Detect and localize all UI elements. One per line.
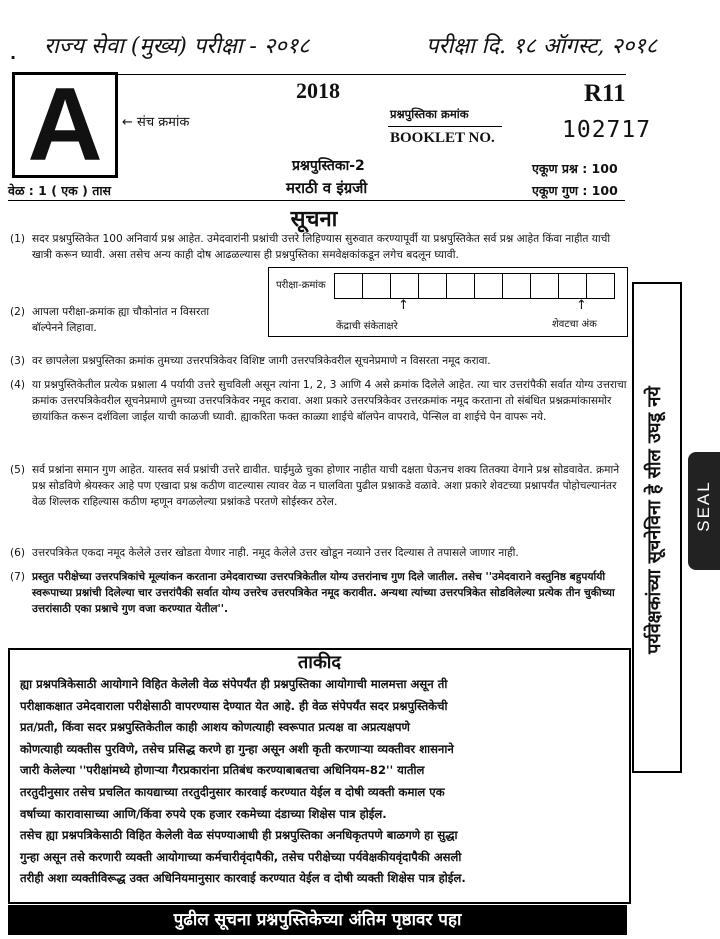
booklet-label-en: BOOKLET NO. (390, 130, 495, 146)
warning-line: प्रत/प्रती, किंवा सदर प्रश्नपुस्तिकेतील काही आशय कोणत्याही स्वरूपात प्रत्यक्ष वा अप्रत्यक्षपणे (20, 720, 410, 735)
footer-banner: पुढील सूचना प्रश्नपुस्तिकेच्या अंतिम पृष्ठावर पहा (8, 905, 627, 935)
instruction-number: (3) (10, 355, 26, 367)
warning-line: ह्या प्रश्नपत्रिकेसाठी आयोगाने विहित केलेली वेळ संपेपर्यंत ही प्रश्नपुस्तिका आयोगाची मालमत्ता असून ती (20, 677, 448, 691)
header-top-rule (116, 74, 626, 75)
series-label: ← संच क्रमांक (122, 115, 190, 130)
warning-body (20, 674, 620, 890)
booklet-label-rule (388, 126, 502, 127)
up-arrow-icon: ↑ (576, 298, 587, 313)
code: R11 (584, 80, 626, 107)
exam-number-cell[interactable] (390, 273, 419, 299)
instruction-text: आपला परीक्षा-क्रमांक ह्या चौकोनांत न विसरता बॉल्पेनने लिहावा. (32, 306, 210, 334)
series-letter: A (27, 67, 103, 183)
header-bottom-rule (8, 200, 625, 201)
instruction-item (10, 545, 630, 561)
handwritten-exam-date: परीक्षा दि. १८ ऑगस्ट, २०१८ (426, 34, 658, 59)
booklet-number: 102717 (562, 117, 652, 143)
exam-number-cell[interactable] (558, 273, 587, 299)
instruction-item (10, 569, 630, 617)
duration: वेळ : 1 ( एक ) तास (8, 183, 112, 198)
instruction-number: (7) (10, 571, 26, 583)
instruction-number: (5) (10, 464, 26, 476)
instruction-number: (2) (10, 306, 26, 318)
exam-number-cell[interactable] (418, 273, 447, 299)
exam-number-cell[interactable] (502, 273, 531, 299)
year: 2018 (296, 78, 340, 103)
instruction-number: (6) (10, 547, 26, 559)
exam-number-label: परीक्षा-क्रमांक (276, 280, 326, 291)
booklet-title: प्रश्नपुस्तिका-2 (292, 158, 365, 174)
up-arrow-icon: ↑ (398, 298, 409, 313)
total-questions: एकूण प्रश्न : 100 (532, 161, 618, 176)
seal-label: SEAL (694, 480, 713, 532)
instruction-number: (1) (10, 233, 26, 245)
warning-box (8, 648, 631, 904)
instruction-item (10, 462, 630, 510)
instruction-item (10, 304, 260, 336)
instruction-text: या प्रश्नपुस्तिकेतील प्रत्येक प्रश्नाला 4 पर्यायी उत्तरे सुचविली असून त्यांना 1, 2, 3 आणि 4 असे क्रमांक दिलेले आहेत. त्या चार उत्तरांपैकी सर्वात योग्य उत्तराचा क्रमांक उत्तरपत्रिकेवरील सूचनेप्रमाणे तुमच्या उत्तरपत्रिकेवर नमूद करावा. अशा प्रकारे उत्तरपत्रिकेवर उत्तरक्रमांक नमूद करताना तो संबंधित प्रश्नक्रमांकासमोर छायांकित करून दर्शविला जाईल याची काळजी घ्यावी. ह्याकरिता फक्त काळ्या शाईचे बॉलपेन वापरावे, पेन्सिल वा शाईचे पेन वापरू नये. (32, 379, 627, 423)
seal-notice-text: पर्यवेक्षकांच्या सूचनेविना हे सील उघडू नये (644, 386, 665, 654)
subject: मराठी व इंग्रजी (286, 179, 368, 197)
handwritten-dot: . (10, 44, 17, 63)
total-marks: एकूण गुण : 100 (532, 183, 618, 198)
instruction-text: वर छापलेला प्रश्नपुस्तिका क्रमांक तुमच्या उत्तरपत्रिकेवर विशिष्ट जागी उत्तरपत्रिकेवरील सूचनेप्रमाणे न विसरता नमूद करावा. (32, 355, 491, 367)
series-letter-box (12, 67, 118, 183)
exam-number-cell[interactable] (474, 273, 503, 299)
center-code-label: केंद्राची संकेताक्षरे (336, 321, 398, 332)
instruction-number: (4) (10, 379, 26, 391)
warning-line: कोणत्याही व्यक्तीस पुरविणे, तसेच प्रसिद्ध करणे हा गुन्हा असून अशी कृती करणाऱ्या व्यक्तीवर शासनाने (20, 741, 454, 756)
warning-line: तरतुदीनुसार तसेच प्रचलित कायद्याच्या तरतुदीनुसार कारवाई करण्यात येईल व दोषी व्यक्ती कमाल एक (20, 784, 445, 799)
exam-number-cell[interactable] (530, 273, 559, 299)
warning-line: गुन्हा असून तसे करणारी व्यक्ती आयोगाच्या कर्मचारीवृंदापैकी, तसेच परीक्षेच्या पर्यवेक्षकीयवृंदापैकी असली (20, 849, 462, 864)
instruction-text: उत्तरपत्रिकेत एकदा नमूद केलेले उत्तर खोडता येणार नाही. नमूद केलेले उत्तर खोडून नव्याने उत्तर दिल्यास ते तपासले जाणार नाही. (32, 547, 519, 559)
warning-line: तसेच ह्या प्रश्नपत्रिकेसाठी विहित केलेली वेळ संपण्याआधी ही प्रश्नपुस्तिका अनधिकृतपणे बाळगणे हा सुद्धा (20, 828, 458, 843)
warning-line: जारी केलेल्या ''परीक्षांमध्ये होणाऱ्या गैरप्रकारांना प्रतिबंध करण्याबाबतचा अधिनियम-82'' यातील (20, 763, 425, 778)
instruction-text: सदर प्रश्नपुस्तिकेत 100 अनिवार्य प्रश्न आहेत. उमेदवारांनी प्रश्नांची उत्तरे लिहिण्यास सुरुवात करण्यापूर्वी या प्रश्नपुस्तिकेत सर्व प्रश्न आहेत किंवा नाहीत याची खात्री करून घ्यावी. असा तसेच अन्य काही दोष आढळल्यास ही प्रश्नपुस्तिका समवेक्षकांकडून लगेच बदलून घ्यावी. (32, 233, 611, 261)
exam-number-cell[interactable] (334, 273, 363, 299)
exam-number-cell[interactable] (586, 273, 615, 299)
instruction-text: सर्व प्रश्नांना समान गुण आहेत. यास्तव सर्व प्रश्नांची उत्तरे द्यावीत. घाईमुळे चुका होणार नाहीत याची दक्षता घेऊनच शक्य तितक्या वेगाने प्रश्न सोडवावेत. क्रमाने प्रश्न सोडविणे श्रेयस्कर आहे पण एखादा प्रश्न कठीण वाटल्यास त्यावर वेळ न घालविता पुढील प्रश्नाकडे वळावे. अशा प्रकारे शेवटच्या प्रश्नापर्यंत पोहोचल्यानंतर वेळ शिल्लक राहिल्यास कठीण म्हणून वगळलेल्या प्रश्नांकडे परतणे सोईस्कर ठरेल. (32, 464, 620, 508)
booklet-label-mr: प्रश्नपुस्तिका क्रमांक (390, 107, 469, 121)
warning-line: वर्षाच्या कारावासाच्या आणि/किंवा रुपये एक हजार रकमेच्या दंडाच्या शिक्षेस पात्र होईल. (20, 806, 387, 821)
instruction-item (10, 377, 630, 425)
warning-line: परीक्षाकक्षात उमेदवाराला परीक्षेसाठी वापरण्यास देण्यात येत आहे. ही वेळ संपेपर्यंत सदर प्रश्नपुस्तिकेची (20, 698, 448, 713)
exam-number-cell[interactable] (362, 273, 391, 299)
instruction-item (10, 353, 630, 369)
instruction-text: प्रस्तुत परीक्षेच्या उत्तरपत्रिकांचे मूल्यांकन करताना उमेदवाराच्या उत्तरपत्रिकेतील योग्य उत्तरांनाच गुण दिले जातील. तसेच ''उमेदवाराने वस्तुनिष्ठ बहुपर्यायी स्वरूपाच्या प्रश्नांची दिलेल्या चार उत्तरांपैकी सर्वात योग्य उत्तरेच उत्तरपत्रिकेत नमूद करावीत. अन्यथा त्यांच्या उत्तरपत्रिकेत सोडविलेल्या प्रत्येक तीन चुकीच्या उत्तरांसाठी एका प्रश्नाचे गुण वजा करण्यात येतील''. (32, 571, 615, 615)
last-digit-label: शेवटचा अंक (552, 319, 597, 330)
warning-line: तरीही अशा व्यक्तीविरूद्ध उक्त अधिनियमानुसार कारवाई करण्यात येईल व दोषी व्यक्ती शिक्षेस पात्र होईल. (20, 871, 466, 886)
warning-title: ताकीद (298, 652, 341, 673)
seal-tab[interactable] (688, 452, 720, 570)
exam-number-cell[interactable] (446, 273, 475, 299)
instruction-item (10, 231, 630, 263)
handwritten-exam-title: राज्य सेवा (मुख्य) परीक्षा - २०१८ (44, 34, 310, 59)
instructions-heading: सूचना (290, 207, 338, 232)
